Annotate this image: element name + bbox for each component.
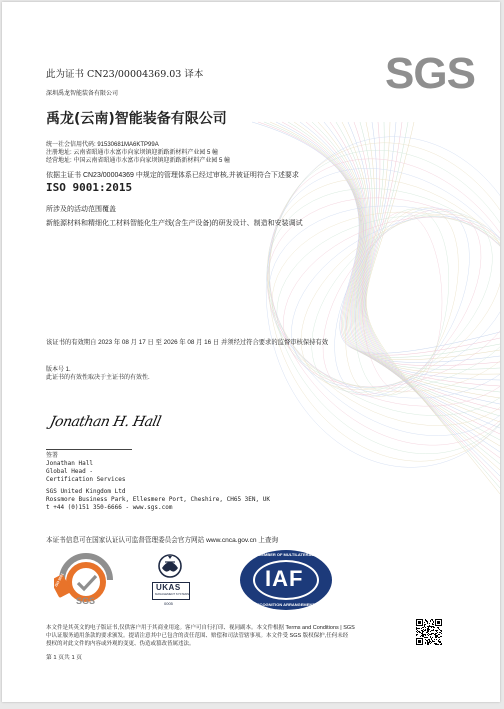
- iaf-name: IAF: [265, 566, 304, 591]
- operating-address: 经营地址: 中国云南省昭通市水富市向家坝镇迎新路新材料产业园 5 幢: [46, 158, 231, 164]
- guilloche-line: [264, 122, 500, 357]
- guilloche-line: [360, 122, 500, 440]
- ukas-subtitle: MANAGEMENT SYSTEMS: [155, 592, 190, 596]
- guilloche-line: [288, 122, 500, 369]
- iaf-ring-top: MEMBER OF MULTILATERAL: [258, 552, 314, 557]
- certificate-page: [2, 2, 500, 702]
- guilloche-line: [364, 122, 500, 470]
- basis-statement: 依据主证书 CN23/00004369 中规定的管理体系已经过审核,并被证明符合下述要求: [46, 172, 299, 179]
- signatory-role-2: Certification Services: [46, 476, 126, 483]
- issuer-contact: t +44 (0)151 350-6666 - www.sgs.com: [46, 504, 173, 511]
- issuer-name: SGS United Kingdom Ltd: [46, 488, 126, 495]
- validity-statement: 该证书的有效期自 2023 年 08 月 17 日 至 2026 年 08 月 16 日 并须经过符合要求的监督审核保持有效: [46, 339, 329, 346]
- guilloche-line: [306, 122, 500, 386]
- sub-company-name: 深圳禹龙智能装备有限公司: [46, 91, 119, 97]
- issuer-address: Rossmore Business Park, Ellesmere Port, Cheshire, CH65 3EN, UK: [46, 496, 270, 503]
- ukas-badge: [148, 552, 192, 610]
- version-validity-note: 此证书的有效性取决于主证书的有效性.: [46, 375, 150, 381]
- guilloche-line: [363, 122, 500, 464]
- sgs-badge-text: SGS: [76, 596, 96, 606]
- guilloche-ring: [240, 164, 500, 440]
- footer-line-3: 授权的对此文件的内容或外观的变更、伪造或篡改皆属违法。: [46, 641, 195, 647]
- sgs-iso9001-badge: [54, 550, 118, 606]
- guilloche-line: [324, 122, 500, 404]
- signature-image: Jonathan H. Hall: [48, 414, 163, 430]
- version-number: 版本号 1.: [46, 367, 71, 373]
- guilloche-ring: [291, 181, 500, 423]
- scope-text: 新能源材料和精细化工材料智能化生产线(含生产设备)的研发设计、制造和安装调试: [46, 220, 303, 227]
- company-name: 禹龙(云南)智能装备有限公司: [46, 111, 227, 127]
- iaf-badge: [238, 548, 334, 612]
- guilloche-line: [365, 122, 500, 476]
- footer-line-1: 本文件是其英文的电子版证书,仅供客户用于其商业用途。客户可自行打印、视同副本。本文件根据 Terms and Conditions | SGS: [46, 625, 355, 631]
- iso-standard: ISO 9001:2015: [46, 181, 133, 194]
- page-number: 第 1 页共 1 页: [46, 655, 83, 661]
- iaf-ring-bottom: RECOGNITION ARRANGEMENT: [254, 602, 315, 607]
- sgs-logo: [385, 49, 475, 98]
- guilloche-line: [318, 122, 500, 398]
- credit-code: 统一社会信用代码: 91530681MA6KTP99A: [46, 142, 159, 148]
- guilloche-line: [362, 122, 500, 452]
- sgs-logo-text: SGS: [385, 49, 475, 98]
- scope-heading: 所涉及的活动范围覆盖: [46, 206, 116, 213]
- sgs-badge-iso-label: ISO 9001: [54, 572, 65, 588]
- ukas-name: UKAS: [156, 583, 181, 592]
- guilloche-ring: [269, 178, 500, 425]
- footer-line-2: 中认证服务通用条款的要求颁发。提请注意其中已包含的责任范围、赔偿和司法管辖事项。本文件受 SGS 版权保护,任何未经: [46, 633, 349, 639]
- signatory-name: Jonathan Hall: [46, 460, 93, 467]
- guilloche-line: [342, 122, 500, 422]
- guilloche-line: [282, 122, 500, 366]
- signatory-role-1: Global Head -: [46, 468, 93, 475]
- guilloche-line: [270, 122, 500, 360]
- guilloche-line: [365, 122, 500, 482]
- guilloche-ring: [307, 186, 498, 418]
- guilloche-ring: [362, 212, 442, 392]
- verification-note: 本证书信息可在国家认证认可监督管理委员会官方网站 www.cnca.gov.cn 上查询: [46, 537, 279, 544]
- qr-code: [416, 619, 442, 645]
- page-title: 此为证书 CN23/00004369.03 译本: [46, 69, 204, 80]
- signature-label: 签署: [46, 453, 59, 459]
- signature-line: [46, 449, 132, 450]
- ukas-name-box: [152, 582, 190, 600]
- registered-address: 注册地址: 云南省昭通市水富市向家坝镇迎新路新材料产业园 5 幢: [46, 150, 219, 156]
- ukas-number: 0005: [164, 601, 173, 606]
